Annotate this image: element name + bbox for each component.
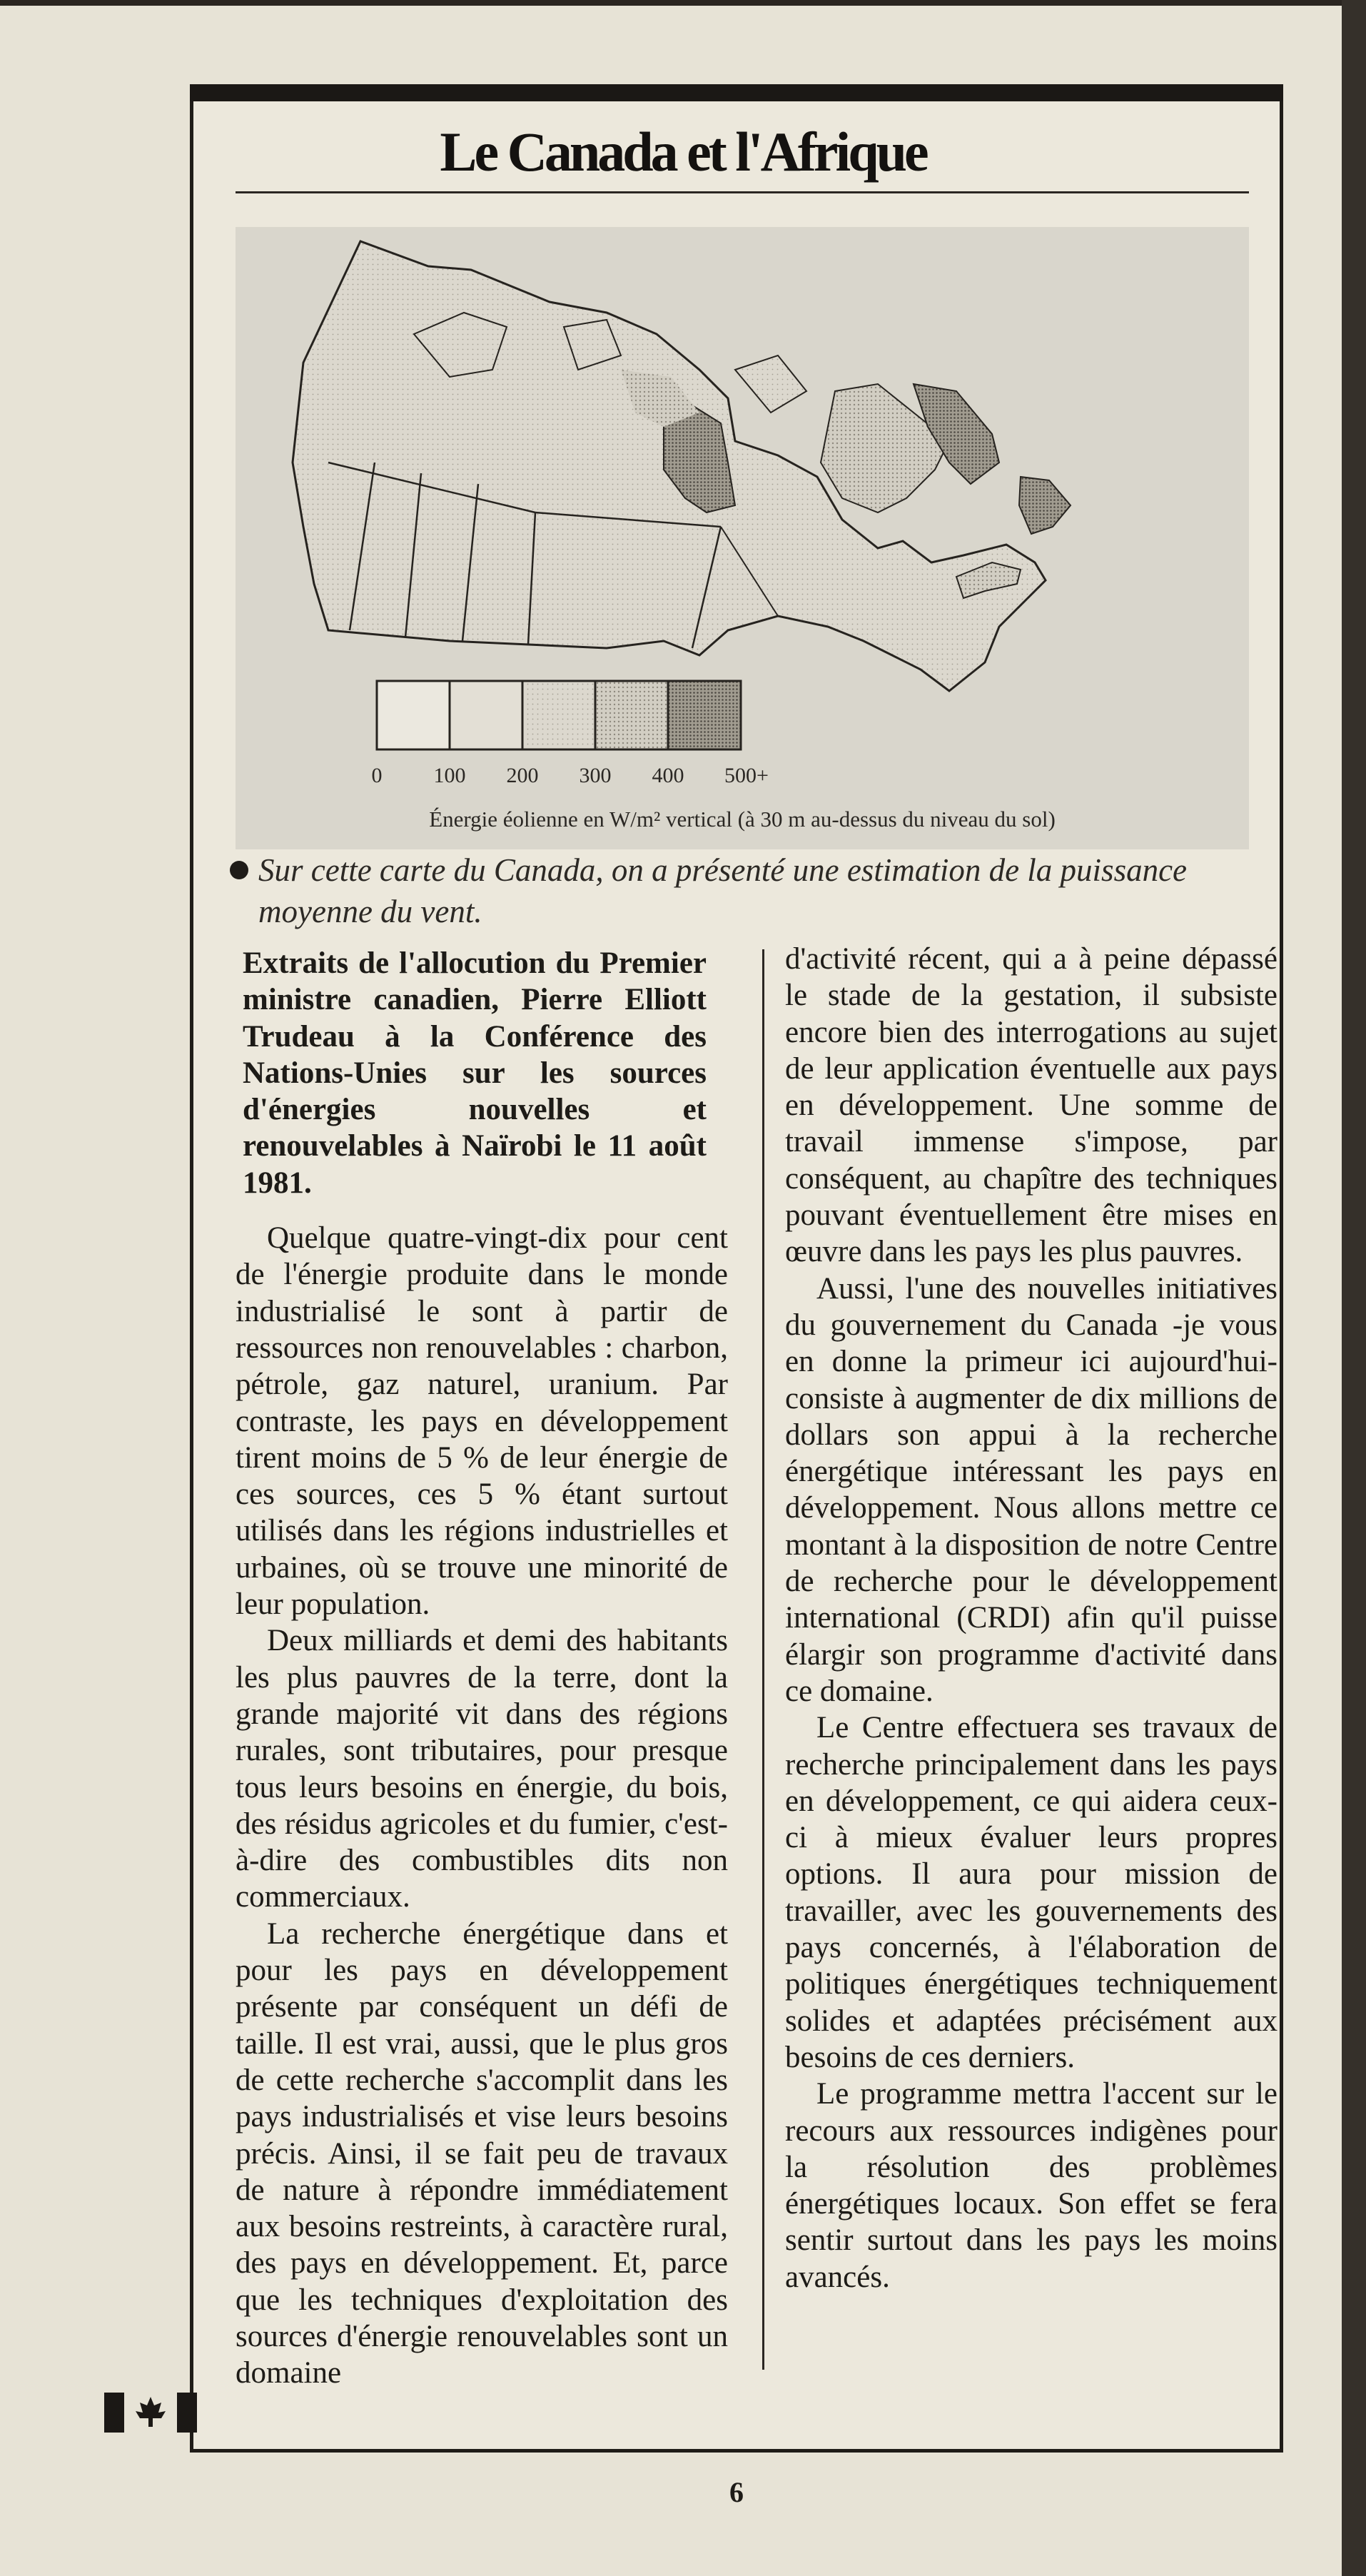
legend-tick: 400: [652, 764, 684, 787]
caption-line-1: Sur cette carte du Canada, on a présenté une estimation de la puissance: [258, 852, 1188, 888]
column-divider: [762, 949, 764, 2370]
figure-caption: [230, 849, 1258, 932]
page-top-edge: [0, 0, 1366, 6]
paragraph: Le programme mettra l'accent sur le recours aux ressources indigènes pour la résolution des problèmes énergétiques locaux. Son effet se fera sentir surtout dans les pays les moins avancés.: [785, 2077, 1278, 2294]
article-column-left: [236, 941, 728, 2392]
legend-ticks: [372, 764, 769, 787]
legend-tick: 0: [371, 764, 383, 787]
page-number: 6: [729, 2476, 744, 2508]
caption-line-2: moyenne du vent.: [258, 894, 482, 929]
wind-map-figure: [236, 227, 1249, 849]
paragraph: La recherche énergétique dans et pour les pays en développement présente par conséquent un défi de taille. Il est vrai, aussi, que le plus gros de cette recherche s'accomplit dans les pays industrialisés et vise leurs besoins précis. Ainsi, il se fait peu de travaux de nature à répondre immédiatement aux besoins restreints, à caractère rural, des pays en développement. Et, parce que les techniques d'exploitation des sources d'énergie renouvelables sont un domaine: [236, 1916, 728, 2390]
paragraph: Quelque quatre-vingt-dix pour cent de l'énergie produite dans le monde industrialisé le sont à partir de ressources non renouvelables : charbon, pétrole, gaz naturel, uranium. Par contraste, les pays en développement tirent moins de 5 % de leur énergie de ces sources, ces 5 % étant surtout utilisés dans les régions industrielles et urbaines, où se trouve une minorité de leur population.: [236, 1221, 728, 1622]
newfoundland-region: [1019, 477, 1071, 534]
legend-tick: 500+: [724, 764, 769, 787]
canada-wind-map: [236, 227, 1249, 849]
paragraph: d'activité récent, qui a à peine dépassé le stade de la gestation, il subsiste encore bien des interrogations au sujet de leur application éventuelle aux pays en développement. Une somme de travail immense s'impose, par conséquent, au chapître des techniques pouvant éventuellement être mises en œuvre dans les pays les plus pauvres.: [785, 942, 1278, 1269]
bullet-icon: [230, 861, 248, 879]
legend-caption: Énergie éolienne en W/m² vertical (à 30 m au-dessus du niveau du sol): [429, 807, 1056, 832]
legend-tick: 300: [579, 764, 612, 787]
page-title: Le Canada et l'Afrique: [440, 121, 926, 183]
paragraph: Le Centre effectuera ses travaux de recherche principalement dans les pays en développement, ce qui aidera ceux-ci à mieux évaluer leurs propres options. Il aura pour mission de travailler, avec les gouvernements des pays concernés, à l'élaboration de politiques énergétiques techniquement solides et adaptées précisément aux besoins de ces derniers.: [785, 1711, 1278, 2074]
article-lead: Extraits de l'allocution du Premier ministre canadien, Pierre Elliott Trudeau à la Conférence des Nations-Unies sur les sources d'énergies nouvelles et renouvelables à Naïrobi le 11 août 1981.: [243, 946, 707, 1200]
legend-tick: 200: [506, 764, 539, 787]
title-rule: [236, 191, 1249, 193]
page-binding-edge: [1342, 0, 1366, 2576]
header-bar: [190, 84, 1283, 101]
paragraph: Deux milliards et demi des habitants les plus pauvres de la terre, dont la grande majorité vit dans des régions rurales, sont tributaires, pour presque tous leurs besoins en énergie, du bois, des résidus agricoles et du fumier, c'est-à-dire des combustibles dits non commerciaux.: [236, 1624, 728, 1914]
article-column-right: [785, 941, 1278, 2295]
legend-tick: 100: [433, 764, 466, 787]
canada-flag-icon: [104, 2393, 197, 2433]
paragraph: Aussi, l'une des nouvelles initiatives du gouvernement du Canada -je vous en donne la primeur ici aujourd'hui- consiste à augmenter de dix millions de dollars son appui à la recherche énergétique intéressant les pays en développement. Nous allons mettre ce montant à la disposition de notre Centre de recherche pour le développement international (CRDI) afin qu'il puisse élargir son programme d'activité dans ce domaine.: [785, 1271, 1278, 1708]
legend-scale: [377, 681, 741, 749]
